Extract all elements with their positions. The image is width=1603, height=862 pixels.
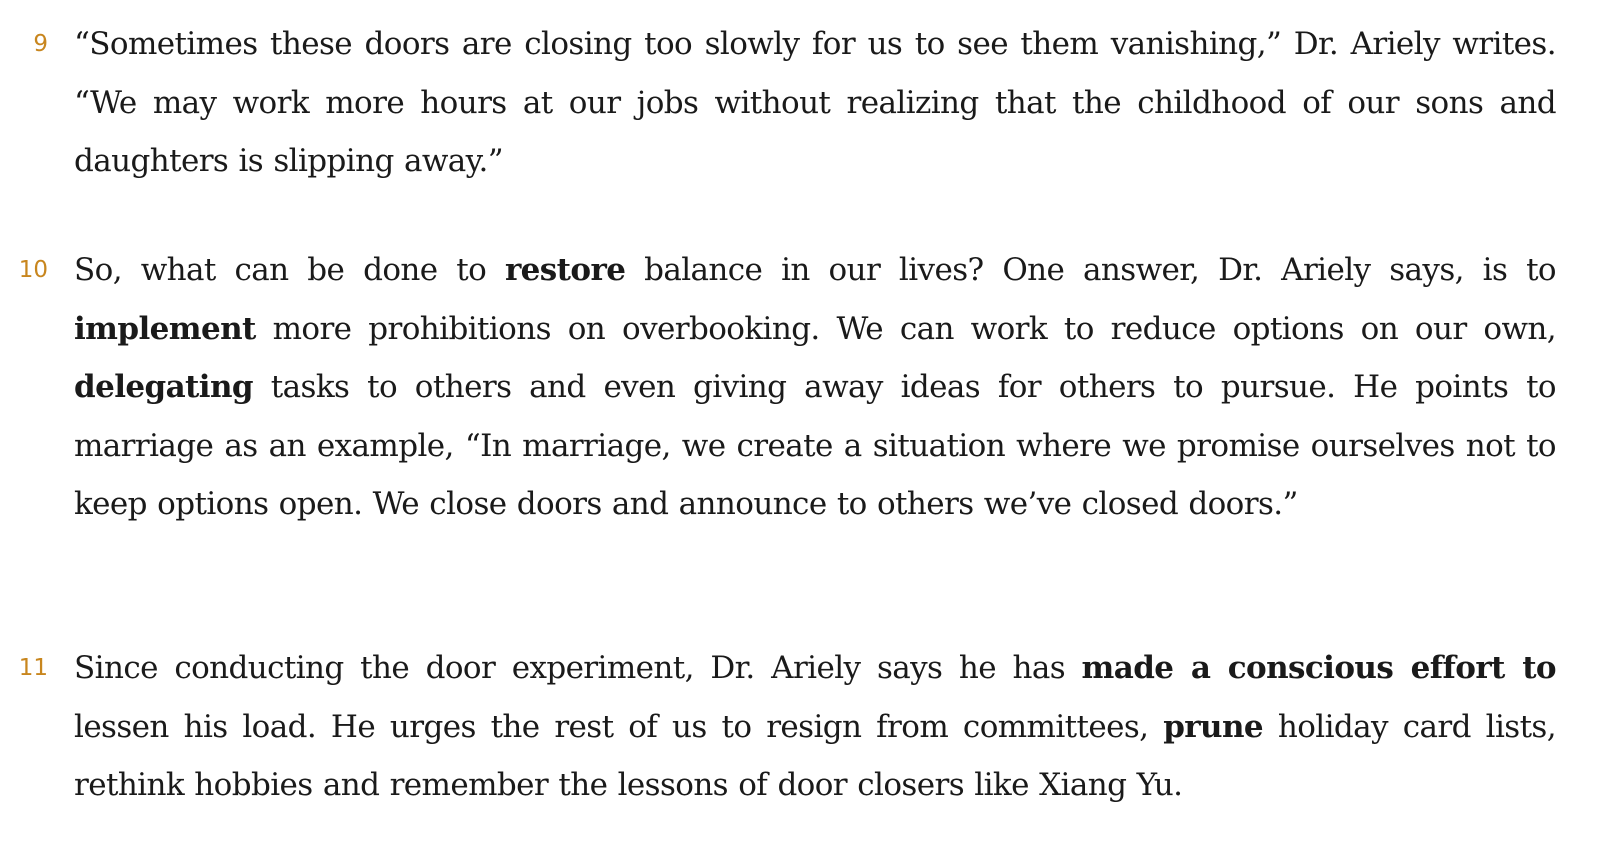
text-segment: balance in our lives? One answer, Dr. Ariely says, is to	[625, 252, 1556, 288]
text-segment: more prohibitions on overbooking. We can work to reduce options on our own,	[255, 310, 1556, 347]
vocabulary-word: delegating	[74, 369, 253, 405]
paragraph-text	[74, 15, 1556, 191]
text-segment: So, what can be done to	[74, 252, 505, 288]
vocabulary-phrase: made a conscious effort to	[1081, 650, 1556, 686]
paragraph-text	[74, 241, 1556, 534]
paragraph-text	[74, 639, 1556, 815]
paragraph-number: 11	[18, 655, 48, 681]
text-segment: “Sometimes these doors are closing too slowly for us to see them vanishing,” Dr. Ariely writes. “We may work more hours at our jobs without realizing that the childhood of our sons and daughters is slipping away.”	[74, 26, 1556, 179]
vocabulary-word: implement	[74, 310, 256, 347]
vocabulary-word: restore	[504, 252, 626, 288]
paragraph-number: 10	[18, 257, 48, 283]
paragraph-number: 9	[33, 31, 48, 57]
text-segment: holiday card lists, rethink hobbies and remember the lessons of door closers like Xiang Yu.	[74, 708, 1556, 803]
text-segment: lessen his load. He urges the rest of us to resign from committees,	[74, 708, 1164, 745]
vocabulary-word: prune	[1163, 708, 1264, 745]
text-segment: Since conducting the door experiment, Dr. Ariely says he has	[74, 650, 1082, 686]
text-segment: tasks to others and even giving away ideas for others to pursue. He points to marriage as an example, “In marriage, we create a situation where we promise ourselves not to keep options open. We close doors and announce to others we’ve closed doors.”	[74, 369, 1556, 522]
